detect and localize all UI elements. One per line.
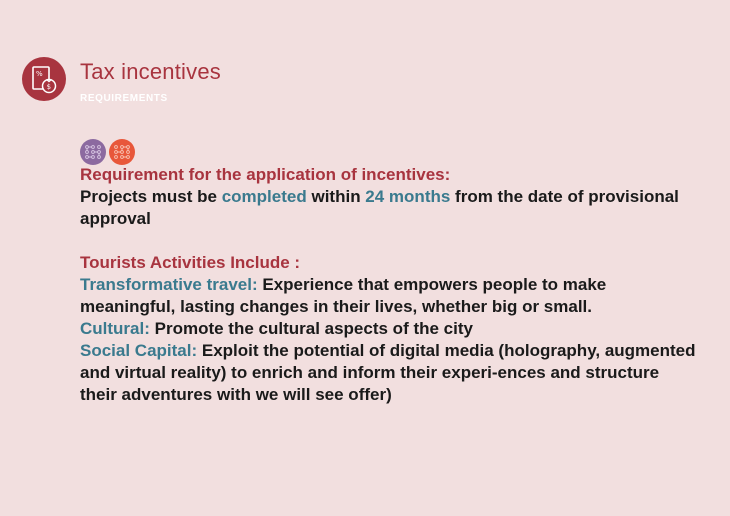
main-content	[80, 164, 700, 406]
network-dots-icon	[109, 139, 135, 165]
svg-text:%: %	[36, 70, 43, 78]
network-dots-icon	[80, 139, 106, 165]
activity-label: Social Capital:	[80, 341, 198, 360]
requirement-text: Projects must be completed within 24 months from the date of provisional approval	[80, 187, 679, 228]
highlight-completed: completed	[221, 187, 307, 206]
svg-text:$: $	[46, 83, 52, 91]
activity-item: Social Capital: Exploit the potential of digital media (holography, augmented and virtual reality) to enrich and inform their experi-ences and structure their adventures with we will see offer)	[80, 341, 696, 404]
activities-heading: Tourists Activities Include :	[80, 253, 301, 272]
highlight-24-months: 24 months	[365, 187, 451, 206]
activity-label: Cultural:	[80, 319, 150, 338]
tax-document-money-bag-icon	[22, 57, 66, 101]
activity-item: Transformative travel: Experience that empowers people to make meaningful, lasting changes in their lives, whether big or small.	[80, 275, 607, 316]
page-title: Tax incentives	[80, 59, 221, 84]
activity-item: Cultural: Promote the cultural aspects of the city	[80, 319, 473, 338]
activity-label: Transformative travel:	[80, 275, 258, 294]
page-subtitle: REQUIREMENTS	[80, 93, 168, 104]
requirement-heading: Requirement for the application of incentives:	[80, 165, 451, 184]
